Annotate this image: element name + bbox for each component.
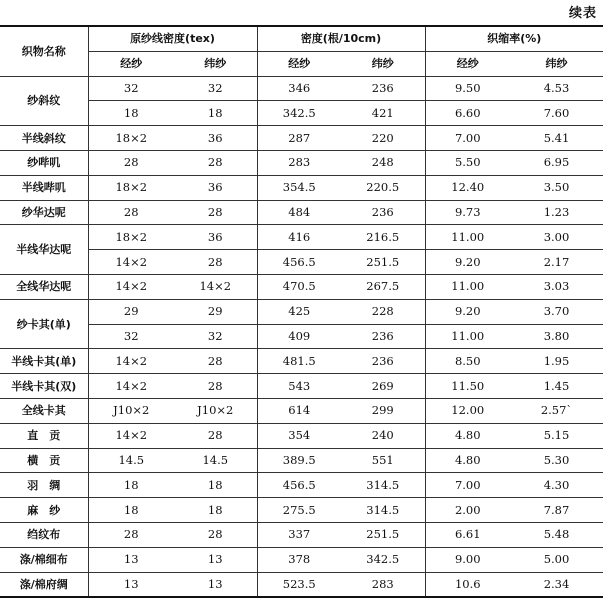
subheader-density-weft: 纬纱 xyxy=(341,51,425,76)
yarn-weft-cell: 28 xyxy=(174,250,257,275)
shrinkage-weft-cell: 4.30 xyxy=(510,473,603,498)
subheader-yarn-weft: 纬纱 xyxy=(174,51,257,76)
shrinkage-weft-cell: 3.70 xyxy=(510,299,603,324)
table-row xyxy=(0,101,603,126)
table-row xyxy=(0,498,603,523)
yarn-weft-cell: 36 xyxy=(174,175,257,200)
shrinkage-warp-cell: 11.50 xyxy=(425,374,510,399)
shrinkage-warp-cell: 9.20 xyxy=(425,299,510,324)
shrinkage-weft-cell: 7.87 xyxy=(510,498,603,523)
density-weft-cell: 236 xyxy=(341,324,425,349)
shrinkage-weft-cell: 7.60 xyxy=(510,101,603,126)
yarn-weft-cell: 18 xyxy=(174,473,257,498)
shrinkage-warp-cell: 7.00 xyxy=(425,126,510,151)
density-weft-cell: 240 xyxy=(341,423,425,448)
yarn-warp-cell: 18 xyxy=(88,101,174,126)
table-row xyxy=(0,572,603,597)
table-row xyxy=(0,522,603,547)
yarn-weft-cell: 14×2 xyxy=(174,274,257,299)
table-header xyxy=(0,26,603,76)
shrinkage-weft-cell: 3.00 xyxy=(510,225,603,250)
shrinkage-warp-cell: 9.50 xyxy=(425,76,510,101)
shrinkage-warp-cell: 2.00 xyxy=(425,498,510,523)
density-warp-cell: 425 xyxy=(257,299,341,324)
density-weft-cell: 236 xyxy=(341,200,425,225)
table-row xyxy=(0,76,603,101)
density-weft-cell: 220 xyxy=(341,126,425,151)
yarn-weft-cell: 36 xyxy=(174,225,257,250)
table-row xyxy=(0,473,603,498)
shrinkage-weft-cell: 5.41 xyxy=(510,126,603,151)
density-weft-cell: 236 xyxy=(341,76,425,101)
shrinkage-weft-cell: 3.80 xyxy=(510,324,603,349)
yarn-weft-cell: 18 xyxy=(174,101,257,126)
table-row xyxy=(0,547,603,572)
yarn-warp-cell: 14.5 xyxy=(88,448,174,473)
yarn-weft-cell: 28 xyxy=(174,200,257,225)
table-row xyxy=(0,324,603,349)
shrinkage-warp-cell: 8.50 xyxy=(425,349,510,374)
shrinkage-weft-cell: 2.17 xyxy=(510,250,603,275)
density-warp-cell: 275.5 xyxy=(257,498,341,523)
yarn-warp-cell: 32 xyxy=(88,76,174,101)
yarn-warp-cell: 18 xyxy=(88,498,174,523)
density-weft-cell: 251.5 xyxy=(341,250,425,275)
density-weft-cell: 314.5 xyxy=(341,473,425,498)
shrinkage-warp-cell: 7.00 xyxy=(425,473,510,498)
table-row xyxy=(0,250,603,275)
shrinkage-weft-cell: 1.95 xyxy=(510,349,603,374)
density-weft-cell: 216.5 xyxy=(341,225,425,250)
yarn-weft-cell: 32 xyxy=(174,324,257,349)
shrinkage-weft-cell: 3.03 xyxy=(510,274,603,299)
table-row xyxy=(0,175,603,200)
shrinkage-weft-cell: 5.48 xyxy=(510,522,603,547)
density-weft-cell: 267.5 xyxy=(341,274,425,299)
density-warp-cell: 409 xyxy=(257,324,341,349)
shrinkage-weft-cell: 5.15 xyxy=(510,423,603,448)
subheader-yarn-warp: 经纱 xyxy=(88,51,174,76)
yarn-warp-cell: 13 xyxy=(88,572,174,597)
shrinkage-weft-cell: 1.45 xyxy=(510,374,603,399)
density-warp-cell: 287 xyxy=(257,126,341,151)
shrinkage-warp-cell: 11.00 xyxy=(425,274,510,299)
fabric-name-cell: 半线斜纹 xyxy=(0,126,88,151)
density-warp-cell: 337 xyxy=(257,522,341,547)
fabric-name-cell: 纱卡其(单) xyxy=(0,299,88,349)
density-warp-cell: 342.5 xyxy=(257,101,341,126)
shrinkage-warp-cell: 9.00 xyxy=(425,547,510,572)
fabric-name-cell: 纱哔叽 xyxy=(0,150,88,175)
yarn-weft-cell: 18 xyxy=(174,498,257,523)
table-row xyxy=(0,374,603,399)
density-warp-cell: 283 xyxy=(257,150,341,175)
density-warp-cell: 481.5 xyxy=(257,349,341,374)
fabric-name-cell: 半线华达呢 xyxy=(0,225,88,275)
fabric-specs-table xyxy=(0,25,603,598)
yarn-weft-cell: 28 xyxy=(174,374,257,399)
shrinkage-warp-cell: 6.60 xyxy=(425,101,510,126)
density-warp-cell: 346 xyxy=(257,76,341,101)
shrinkage-warp-cell: 12.00 xyxy=(425,398,510,423)
shrinkage-warp-cell: 10.6 xyxy=(425,572,510,597)
yarn-warp-cell: 29 xyxy=(88,299,174,324)
yarn-warp-cell: 28 xyxy=(88,150,174,175)
density-warp-cell: 456.5 xyxy=(257,250,341,275)
yarn-warp-cell: 18×2 xyxy=(88,126,174,151)
yarn-warp-cell: 18×2 xyxy=(88,175,174,200)
table-row xyxy=(0,423,603,448)
shrinkage-warp-cell: 4.80 xyxy=(425,423,510,448)
column-header-fabric-name: 织物名称 xyxy=(0,26,88,76)
fabric-name-cell: 直 贡 xyxy=(0,423,88,448)
fabric-name-cell: 半线哔叽 xyxy=(0,175,88,200)
shrinkage-weft-cell: 6.95 xyxy=(510,150,603,175)
density-weft-cell: 236 xyxy=(341,349,425,374)
table-row xyxy=(0,126,603,151)
table-row xyxy=(0,349,603,374)
yarn-weft-cell: 28 xyxy=(174,522,257,547)
shrinkage-warp-cell: 11.00 xyxy=(425,225,510,250)
yarn-weft-cell: 36 xyxy=(174,126,257,151)
subheader-shrinkage-warp: 经纱 xyxy=(425,51,510,76)
yarn-weft-cell: 14.5 xyxy=(174,448,257,473)
table-row xyxy=(0,274,603,299)
density-warp-cell: 523.5 xyxy=(257,572,341,597)
yarn-warp-cell: 14×2 xyxy=(88,374,174,399)
density-warp-cell: 614 xyxy=(257,398,341,423)
table-caption: 续表 xyxy=(568,6,597,21)
shrinkage-warp-cell: 12.40 xyxy=(425,175,510,200)
density-warp-cell: 378 xyxy=(257,547,341,572)
shrinkage-weft-cell: 4.53 xyxy=(510,76,603,101)
density-warp-cell: 389.5 xyxy=(257,448,341,473)
yarn-warp-cell: 32 xyxy=(88,324,174,349)
fabric-name-cell: 半线卡其(单) xyxy=(0,349,88,374)
column-group-shrinkage: 织缩率(%) xyxy=(425,26,603,51)
fabric-name-cell: 涤/棉细布 xyxy=(0,547,88,572)
fabric-name-cell: 全线华达呢 xyxy=(0,274,88,299)
shrinkage-warp-cell: 11.00 xyxy=(425,324,510,349)
yarn-warp-cell: 14×2 xyxy=(88,274,174,299)
density-weft-cell: 551 xyxy=(341,448,425,473)
density-weft-cell: 299 xyxy=(341,398,425,423)
table-row xyxy=(0,150,603,175)
shrinkage-weft-cell: 5.00 xyxy=(510,547,603,572)
yarn-weft-cell: 28 xyxy=(174,349,257,374)
fabric-name-cell: 全线卡其 xyxy=(0,398,88,423)
yarn-weft-cell: J10×2 xyxy=(174,398,257,423)
density-warp-cell: 543 xyxy=(257,374,341,399)
yarn-warp-cell: 14×2 xyxy=(88,349,174,374)
shrinkage-warp-cell: 9.73 xyxy=(425,200,510,225)
density-weft-cell: 283 xyxy=(341,572,425,597)
fabric-name-cell: 纱华达呢 xyxy=(0,200,88,225)
yarn-warp-cell: 14×2 xyxy=(88,250,174,275)
yarn-weft-cell: 13 xyxy=(174,547,257,572)
density-weft-cell: 421 xyxy=(341,101,425,126)
yarn-warp-cell: J10×2 xyxy=(88,398,174,423)
density-weft-cell: 314.5 xyxy=(341,498,425,523)
density-warp-cell: 354.5 xyxy=(257,175,341,200)
yarn-weft-cell: 29 xyxy=(174,299,257,324)
table-row xyxy=(0,299,603,324)
table-body xyxy=(0,76,603,597)
yarn-warp-cell: 18×2 xyxy=(88,225,174,250)
fabric-name-cell: 涤/棉府绸 xyxy=(0,572,88,597)
subheader-shrinkage-weft: 纬纱 xyxy=(510,51,603,76)
fabric-name-cell: 绉纹布 xyxy=(0,522,88,547)
column-group-density: 密度(根/10cm) xyxy=(257,26,425,51)
fabric-name-cell: 羽 绸 xyxy=(0,473,88,498)
subheader-density-warp: 经纱 xyxy=(257,51,341,76)
table-row xyxy=(0,225,603,250)
shrinkage-weft-cell: 1.23 xyxy=(510,200,603,225)
shrinkage-warp-cell: 6.61 xyxy=(425,522,510,547)
density-weft-cell: 228 xyxy=(341,299,425,324)
yarn-weft-cell: 28 xyxy=(174,150,257,175)
shrinkage-weft-cell: 3.50 xyxy=(510,175,603,200)
yarn-warp-cell: 18 xyxy=(88,473,174,498)
density-weft-cell: 269 xyxy=(341,374,425,399)
density-weft-cell: 251.5 xyxy=(341,522,425,547)
density-warp-cell: 470.5 xyxy=(257,274,341,299)
density-weft-cell: 342.5 xyxy=(341,547,425,572)
yarn-warp-cell: 14×2 xyxy=(88,423,174,448)
density-warp-cell: 456.5 xyxy=(257,473,341,498)
density-warp-cell: 354 xyxy=(257,423,341,448)
density-weft-cell: 220.5 xyxy=(341,175,425,200)
yarn-warp-cell: 13 xyxy=(88,547,174,572)
shrinkage-warp-cell: 4.80 xyxy=(425,448,510,473)
column-group-yarn-linear-density: 原纱线密度(tex) xyxy=(88,26,257,51)
density-weft-cell: 248 xyxy=(341,150,425,175)
yarn-weft-cell: 13 xyxy=(174,572,257,597)
yarn-weft-cell: 32 xyxy=(174,76,257,101)
fabric-name-cell: 麻 纱 xyxy=(0,498,88,523)
yarn-warp-cell: 28 xyxy=(88,200,174,225)
table-row xyxy=(0,398,603,423)
table-row xyxy=(0,448,603,473)
yarn-warp-cell: 28 xyxy=(88,522,174,547)
shrinkage-weft-cell: 5.30 xyxy=(510,448,603,473)
shrinkage-warp-cell: 5.50 xyxy=(425,150,510,175)
yarn-weft-cell: 28 xyxy=(174,423,257,448)
density-warp-cell: 416 xyxy=(257,225,341,250)
table-row xyxy=(0,200,603,225)
fabric-name-cell: 纱斜纹 xyxy=(0,76,88,126)
shrinkage-weft-cell: 2.57` xyxy=(510,398,603,423)
density-warp-cell: 484 xyxy=(257,200,341,225)
fabric-name-cell: 半线卡其(双) xyxy=(0,374,88,399)
shrinkage-weft-cell: 2.34 xyxy=(510,572,603,597)
fabric-name-cell: 横 贡 xyxy=(0,448,88,473)
shrinkage-warp-cell: 9.20 xyxy=(425,250,510,275)
